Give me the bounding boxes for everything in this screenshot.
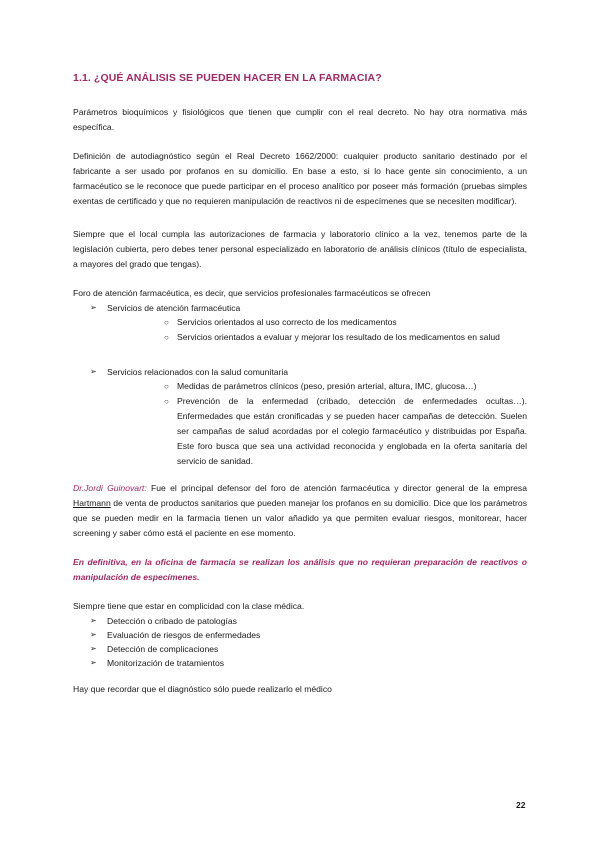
complicidad-list [73,614,527,670]
list-item-text: Prevención de la enfermedad (cribado, detección de enfermedades ocultas…). Enfermedades que están cronificadas y se pueden hacer campañas de detección. Suelen ser campañas de salud acordadas por el colegio farmacéutico y distribuidas por España. Este foro busca que sea una actividad reconocida y englobada en la oferta sanitaria del servicio de sanidad. [177,396,527,466]
arrow-bullet-icon: ➢ [90,658,97,667]
arrow-bullet-icon: ➢ [90,616,97,625]
list-item [107,394,527,469]
guinovart-text-b: de venta de productos sanitarios que pueden manejar los profanos en su domicilio. Dice que los parámetros que se pueden medir en la farmacia tienen un valor añadido ya que permiten evaluar riesgos, monitorear, hacer screening y saber cómo está el paciente en ese momento. [73,498,527,538]
guinovart-text-a: Fue el principal defensor del foro de atención farmacéutica y director general de la empresa [146,483,527,493]
service-group-atencion [73,301,527,345]
paragraph-complicidad: Siempre tiene que estar en complicidad con la clase médica. [73,601,305,611]
arrow-bullet-icon: ➢ [90,303,97,312]
list-item-text: Detección o cribado de patologías [107,616,237,626]
list-item [73,628,527,642]
service-sublist [107,315,527,345]
arrow-bullet-icon: ➢ [90,644,97,653]
list-item [107,379,527,394]
paragraph-guinovart [73,481,527,541]
service-group-label: Servicios relacionados con la salud comunitaria [107,367,289,377]
list-item-text: Medidas de parámetros clínicos (peso, presión arterial, altura, IMC, glucosa…) [177,381,477,391]
service-group-label: Servicios de atención farmacéutica [107,303,241,313]
paragraph-autodiagnostico: Definición de autodiagnóstico según el Real Decreto 1662/2000: cualquier producto sanitario destinado por el fabricante a ser usado por profanos en su domicilio. En base a esto, si lo hace gente sin conocimiento, a un farmacéutico se le reconoce que puede participar en el proceso analítico por poseer más formación (pruebas simples exentas de certificado y que no requieren manipulación de reactivos ni de especímenes que se necesiten modificar). [73,151,527,206]
paragraph-foro-intro: Foro de atención farmacéutica, es decir, que servicios profesionales farmacéuticos se ofrecen [73,288,431,298]
list-item-text: Servicios orientados al uso correcto de los medicamentos [177,317,397,327]
arrow-bullet-icon: ➢ [90,367,97,376]
list-item-text: Evaluación de riesgos de enfermedades [107,630,261,640]
paragraph-conclusion: En definitiva, en la oficina de farmacia se realizan los análisis que no requieran preparación de reactivos o manipulación de especímenes. [73,557,527,582]
service-group-comunitaria [73,365,527,469]
page-number: 22 [516,800,526,810]
list-item-text: Servicios orientados a evaluar y mejorar los resultado de los medicamentos en salud [177,332,500,342]
list-item [73,656,527,670]
circle-bullet-icon: ○ [164,318,169,327]
circle-bullet-icon: ○ [164,397,169,406]
list-item [73,614,527,628]
circle-bullet-icon: ○ [164,333,169,342]
paragraph-parametros: Parámetros bioquímicos y fisiológicos que tienen que cumplir con el real decreto. No hay otra normativa más específica. [73,107,527,132]
section-heading: 1.1. ¿QUÉ ANÁLISIS SE PUEDEN HACER EN LA FARMACIA? [73,72,382,84]
page-content [73,72,527,697]
list-item [107,315,527,330]
list-item [73,642,527,656]
person-name: Dr.Jordi Guinovart: [73,483,147,493]
list-item [107,330,527,345]
list-item-text: Monitorización de tratamientos [107,658,225,668]
list-item-text: Detección de complicaciones [107,644,219,654]
services-list-2 [73,365,527,469]
paragraph-final-note: Hay que recordar que el diagnóstico sólo puede realizarlo el médico [73,684,332,694]
company-name: Hartmann [73,498,111,508]
paragraph-local: Siempre que el local cumpla las autorizaciones de farmacia y laboratorio clínico a la vez, tenemos parte de la legislación cubierta, pero debes tener personal especializado en laboratorio de análisis clínicos (título de especialista, a mayores del grado que tengas). [73,229,527,269]
circle-bullet-icon: ○ [164,382,169,391]
service-sublist [107,379,527,469]
arrow-bullet-icon: ➢ [90,630,97,639]
services-list [73,301,527,345]
